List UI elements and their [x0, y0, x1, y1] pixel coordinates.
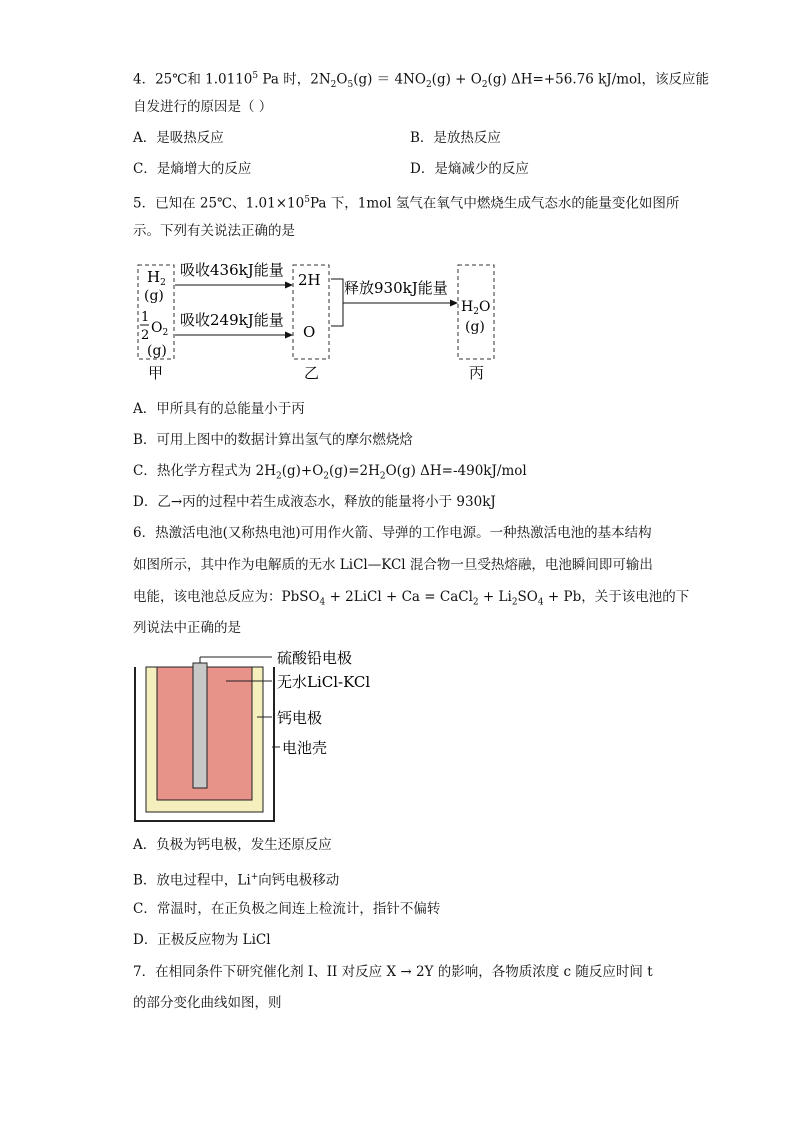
jia-o2-state: (g) — [147, 343, 167, 359]
bing-state: (g) — [465, 319, 485, 335]
label-lead-sulfate-electrode: 硫酸铅电极 — [277, 649, 353, 667]
bracket-yi — [331, 279, 343, 326]
q4-option-b[interactable]: B．是放热反应 — [410, 130, 501, 146]
q7-stem-line1: 7．在相同条件下研究催化剂 I、II 对反应 X → 2Y 的影响，各物质浓度 c 随反应时间 t — [133, 964, 653, 980]
energy-change-diagram — [130, 255, 510, 385]
thermal-battery-diagram — [130, 645, 370, 825]
q6-stem-line2: 如图所示，其中作为电解质的无水 LiCl—KCl 混合物一旦受热熔融，电池瞬间即可输出 — [133, 557, 653, 573]
label-bing: 丙 — [469, 364, 485, 382]
label-battery-shell: 电池壳 — [282, 739, 328, 757]
yi-o: O — [303, 323, 316, 341]
q5-option-d[interactable]: D．乙→丙的过程中若生成液态水，释放的能量将小于 930kJ — [133, 494, 496, 510]
q5-option-a[interactable]: A．甲所具有的总能量小于丙 — [133, 401, 305, 417]
label-electrolyte: 无水LiCl-KCl — [277, 673, 370, 691]
arrow-absorb-h-head — [285, 282, 293, 289]
q4-stem-line2: 自发进行的原因是（ ） — [133, 99, 273, 115]
q5-stem-line1: 5．已知在 25℃、$1.01\times 10^5Pa$ 下，1mol 氢气在氧气中燃烧生成气态水的能量变化如图所 — [133, 195, 680, 212]
q4-option-c[interactable]: C．是熵增大的反应 — [133, 161, 252, 177]
q5-option-b[interactable]: B．可用上图中的数据计算出氢气的摩尔燃烧焓 — [133, 432, 413, 448]
arrow-release-head — [450, 300, 458, 307]
q5-option-c[interactable]: C．热化学方程式为 $2H_2(g)+O_2(g)=2H_2O(g)$ ΔH=-490kJ/mol — [133, 463, 527, 482]
q6-stem-line3: 电能，该电池总反应为：PbSO$_4$ + 2LiCl + Ca = CaCl$_2$ + $Li_2SO_4 + Pb$，关于该电池的下 — [133, 589, 690, 608]
q4-stem-line1: 4．25℃和 1.0110$^5$ Pa 时，$2N_2O_5(g) = 4NO_2(g) + O_2(g)$ ΔH=+56.76 kJ/mol，该反应能 — [133, 71, 709, 91]
jia-frac-den: 2 — [141, 328, 150, 343]
q6-option-a[interactable]: A．负极为钙电极，发生还原反应 — [133, 837, 332, 853]
bing-h2o: $H_2O$ — [461, 299, 491, 317]
yi-2h: 2H — [298, 271, 321, 289]
arrow-absorb-o-head — [285, 332, 293, 339]
q4-option-d[interactable]: D．是熵减少的反应 — [410, 161, 529, 177]
label-calcium-electrode: 钙电极 — [277, 709, 323, 727]
label-release-930: 释放930kJ能量 — [344, 279, 448, 297]
q6-option-d[interactable]: D．正极反应物为 LiCl — [133, 932, 271, 948]
label-absorb-436: 吸收436kJ能量 — [180, 261, 284, 279]
jia-h2: $H_2$ — [147, 268, 166, 288]
label-absorb-249: 吸收249kJ能量 — [180, 311, 284, 329]
q4-option-a[interactable]: A．是吸热反应 — [133, 130, 224, 146]
q6-stem-line1: 6．热激活电池(又称热电池)可用作火箭、导弹的工作电源。一种热激活电池的基本结构 — [133, 525, 652, 541]
jia-o2: $O_2$ — [151, 320, 169, 338]
q6-option-c[interactable]: C．常温时，在正负极之间连上检流计，指针不偏转 — [133, 901, 441, 917]
label-jia: 甲 — [148, 364, 164, 382]
q6-stem-line4: 列说法中正确的是 — [133, 620, 241, 636]
q7-stem-line2: 的部分变化曲线如图，则 — [133, 995, 282, 1011]
lead-sulfate-electrode — [193, 663, 207, 788]
q5-stem-line2: 示。下列有关说法正确的是 — [133, 223, 295, 239]
q6-option-b[interactable]: B．放电过程中，Li+向钙电极移动 — [133, 872, 340, 889]
label-yi: 乙 — [304, 364, 320, 382]
jia-frac-num: 1 — [141, 310, 150, 325]
jia-h2-state: (g) — [144, 288, 164, 304]
